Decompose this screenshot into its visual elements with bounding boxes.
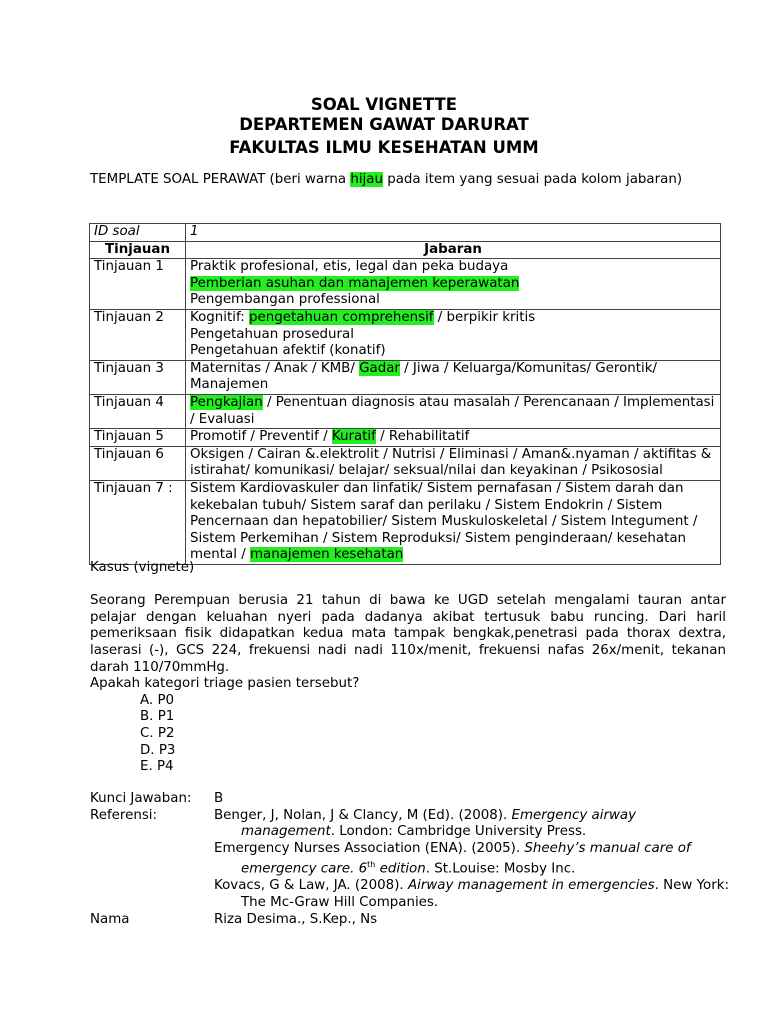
review-table xyxy=(89,223,721,565)
table-row xyxy=(90,224,721,242)
highlight-word: hijau xyxy=(350,172,383,187)
reference-item: Kovacs, G & Law, JA. (2008). Airway management in emergencies. New York: The Mc-Graw Hill Companies. xyxy=(214,878,729,911)
faculty-title: FAKULTAS ILMU KESEHATAN UMM xyxy=(229,138,539,157)
references-label: Referensi: xyxy=(90,807,158,823)
row-content: Pengkajian / Penentuan diagnosis atau masalah / Perencanaan / Implementasi / Evaluasi xyxy=(186,394,721,428)
author-row xyxy=(90,912,730,929)
table-row xyxy=(90,360,721,394)
case-heading: Kasus (vignete) xyxy=(90,560,195,575)
row-content: Praktik profesional, etis, legal dan peka budaya Pemberian asuhan dan manajemen keperawatan Pengembangan professional xyxy=(186,259,721,310)
highlighted-item: Gadar xyxy=(359,360,400,376)
table-row xyxy=(90,394,721,428)
id-value: 1 xyxy=(186,224,721,242)
row-label: Tinjauan 6 xyxy=(90,446,186,480)
id-label: ID soal xyxy=(90,224,186,242)
case-body: Seorang Perempuan berusia 21 tahun di bawa ke UGD setelah mengalami tauran antar pelajar dengan keluahan nyeri pada dadanya akibat tertusuk babu runcing. Dari haril pemeriksaan fisik didapatkan kedua mata tampak bengkak,penetrasi pada thorax dextra, laserasi (-), GCS 224, frekuensi nadi nadi 110x/menit, frekuensi nafas 26x/menit, tekanan darah 110/70mmHg. xyxy=(90,593,726,675)
table-header-row xyxy=(90,241,721,259)
doc-title: SOAL VIGNETTE xyxy=(310,95,458,114)
option-e: E. P4 xyxy=(140,759,174,775)
references-list xyxy=(214,808,730,912)
row-content: Maternitas / Anak / KMB/ Gadar / Jiwa / Keluarga/Komunitas/ Gerontik/ Manajemen xyxy=(186,360,721,394)
answer-key-label: Kunci Jawaban: xyxy=(90,791,192,806)
row-content: Promotif / Preventif / Kuratif / Rehabilitatif xyxy=(186,429,721,447)
row-content: Sistem Kardiovaskuler dan linfatik/ Sistem pernafasan / Sistem darah dan kekebalan tubuh/ Sistem saraf dan perilaku / Sistem Endokrin / Sistem Pencernaan dan hepatobilier/ Sistem Muskuloskeletal / Sistem Integument / Sistem Perkemihan / Sistem Reproduksi/ Sistem penginderaan/ kesehatan mental / manajemen kesehatan xyxy=(186,480,721,564)
row-content: Kognitif: pengetahuan comprehensif / berpikir kritis Pengetahuan prosedural Pengetahuan afektif (konatif) xyxy=(186,309,721,360)
row-content: Oksigen / Cairan &.elektrolit / Nutrisi / Eliminasi / Aman&.nyaman / aktifitas & istirahat/ komunikasi/ belajar/ seksual/nilai dan keyakinan / Psikososial xyxy=(186,446,721,480)
author-label: Nama xyxy=(90,911,130,927)
option-a: A. P0 xyxy=(140,692,175,708)
option-b: B. P1 xyxy=(140,709,175,725)
row-label: Tinjauan 7 : xyxy=(90,480,186,564)
answer-key-row xyxy=(90,791,730,808)
department-title: DEPARTEMEN GAWAT DARURAT xyxy=(239,115,529,134)
table-row xyxy=(90,480,721,564)
references-row xyxy=(90,808,730,912)
row-label: Tinjauan 3 xyxy=(90,360,186,394)
case-question: Apakah kategori triage pasien tersebut? xyxy=(90,676,360,692)
col-header-jabaran: Jabaran xyxy=(186,241,721,259)
case-section xyxy=(90,560,726,776)
highlighted-item: manajemen kesehatan xyxy=(249,547,404,563)
highlighted-item: pengetahuan comprehensif xyxy=(249,309,434,325)
answer-options xyxy=(90,693,726,776)
option-c: C. P2 xyxy=(140,725,175,741)
highlighted-item: Pemberian asuhan dan manajemen keperawatan xyxy=(190,275,520,291)
table-row xyxy=(90,429,721,447)
reference-item: Benger, J, Nolan, J & Clancy, M (Ed). (2008). Emergency airway management. London: Cambridge University Press. xyxy=(214,807,637,840)
author-name: Riza Desima., S.Kep., Ns xyxy=(214,911,378,927)
answer-key-value: B xyxy=(214,791,224,806)
table-row xyxy=(90,309,721,360)
answer-section xyxy=(90,791,730,928)
reference-item: Emergency Nurses Association (ENA). (2005). Sheehy’s manual care of emergency care. 6th edition. St.Louise: Mosby Inc. xyxy=(214,840,691,877)
option-d: D. P3 xyxy=(140,742,176,758)
table-row xyxy=(90,446,721,480)
row-label: Tinjauan 1 xyxy=(90,259,186,310)
row-label: Tinjauan 5 xyxy=(90,429,186,447)
template-instruction: TEMPLATE SOAL PERAWAT (beri warna hijau pada item yang sesuai pada kolom jabaran) xyxy=(90,172,683,187)
col-header-tinjauan: Tinjauan xyxy=(90,241,186,259)
highlighted-item: Kuratif xyxy=(331,429,376,445)
table-row xyxy=(90,259,721,310)
row-label: Tinjauan 4 xyxy=(90,394,186,428)
row-label: Tinjauan 2 xyxy=(90,309,186,360)
highlighted-item: Pengkajian xyxy=(190,394,263,410)
